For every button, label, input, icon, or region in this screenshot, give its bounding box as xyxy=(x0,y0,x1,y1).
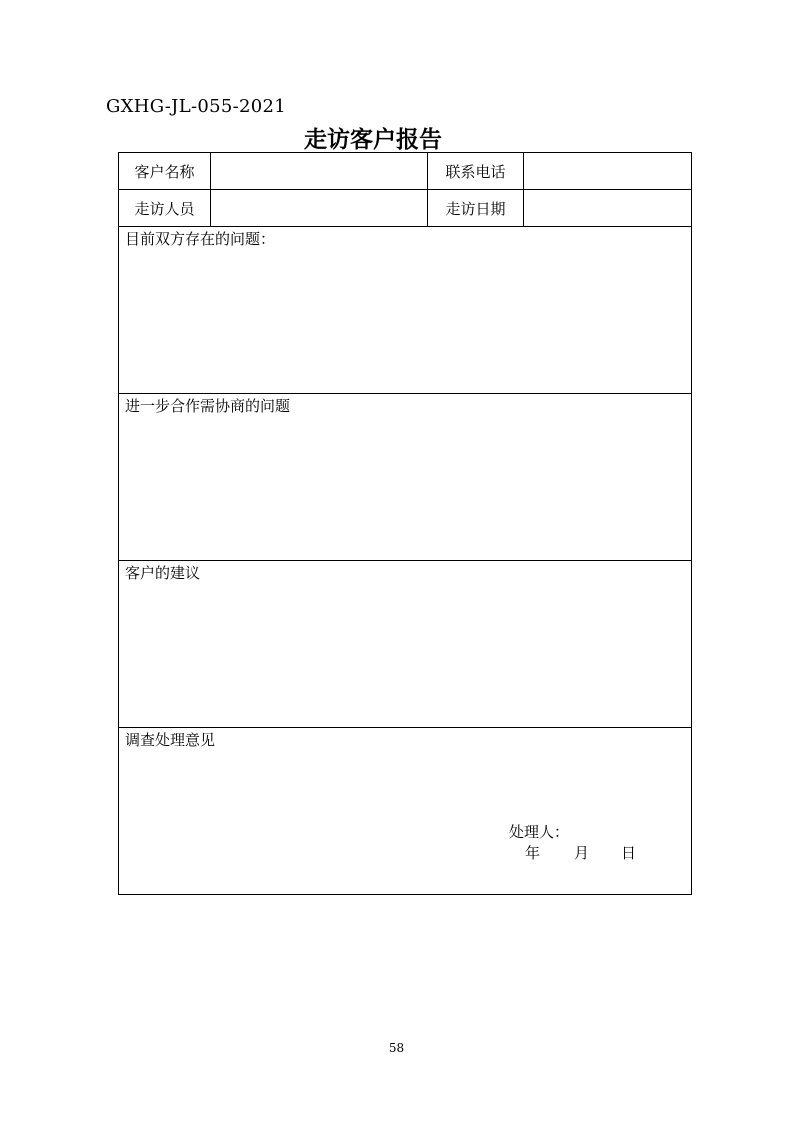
current-issues-section[interactable] xyxy=(119,227,692,394)
year-label: 年 xyxy=(525,844,541,862)
further-cooperation-row xyxy=(119,394,692,561)
investigation-opinion-section[interactable] xyxy=(119,728,692,895)
page-number: 58 xyxy=(388,1041,405,1055)
current-issues-row xyxy=(119,227,692,394)
visit-row xyxy=(119,190,692,227)
day-label: 日 xyxy=(621,844,637,862)
customer-suggestions-row xyxy=(119,561,692,728)
customer-name-label: 客户名称 xyxy=(119,153,211,190)
page-title: 走访客户报告 xyxy=(304,126,442,153)
customer-row xyxy=(119,153,692,190)
visitor-field[interactable] xyxy=(211,190,428,227)
handler-label: 处理人： xyxy=(509,823,570,841)
investigation-opinion-row xyxy=(119,728,692,895)
current-issues-label: 目前双方存在的问题： xyxy=(125,230,276,248)
visit-report-form xyxy=(118,152,692,895)
month-label: 月 xyxy=(574,844,590,862)
document-code: GXHG-JL-055-2021 xyxy=(106,96,286,117)
further-cooperation-section[interactable] xyxy=(119,394,692,561)
sign-date xyxy=(525,843,636,864)
customer-suggestions-label: 客户的建议 xyxy=(125,564,201,582)
customer-name-field[interactable] xyxy=(211,153,428,190)
contact-phone-field[interactable] xyxy=(524,153,692,190)
contact-phone-label: 联系电话 xyxy=(428,153,524,190)
visit-date-label: 走访日期 xyxy=(428,190,524,227)
further-cooperation-label: 进一步合作需协商的问题 xyxy=(125,397,291,415)
visitor-label: 走访人员 xyxy=(119,190,211,227)
visit-date-field[interactable] xyxy=(524,190,692,227)
customer-suggestions-section[interactable] xyxy=(119,561,692,728)
investigation-opinion-label: 调查处理意见 xyxy=(125,731,216,749)
